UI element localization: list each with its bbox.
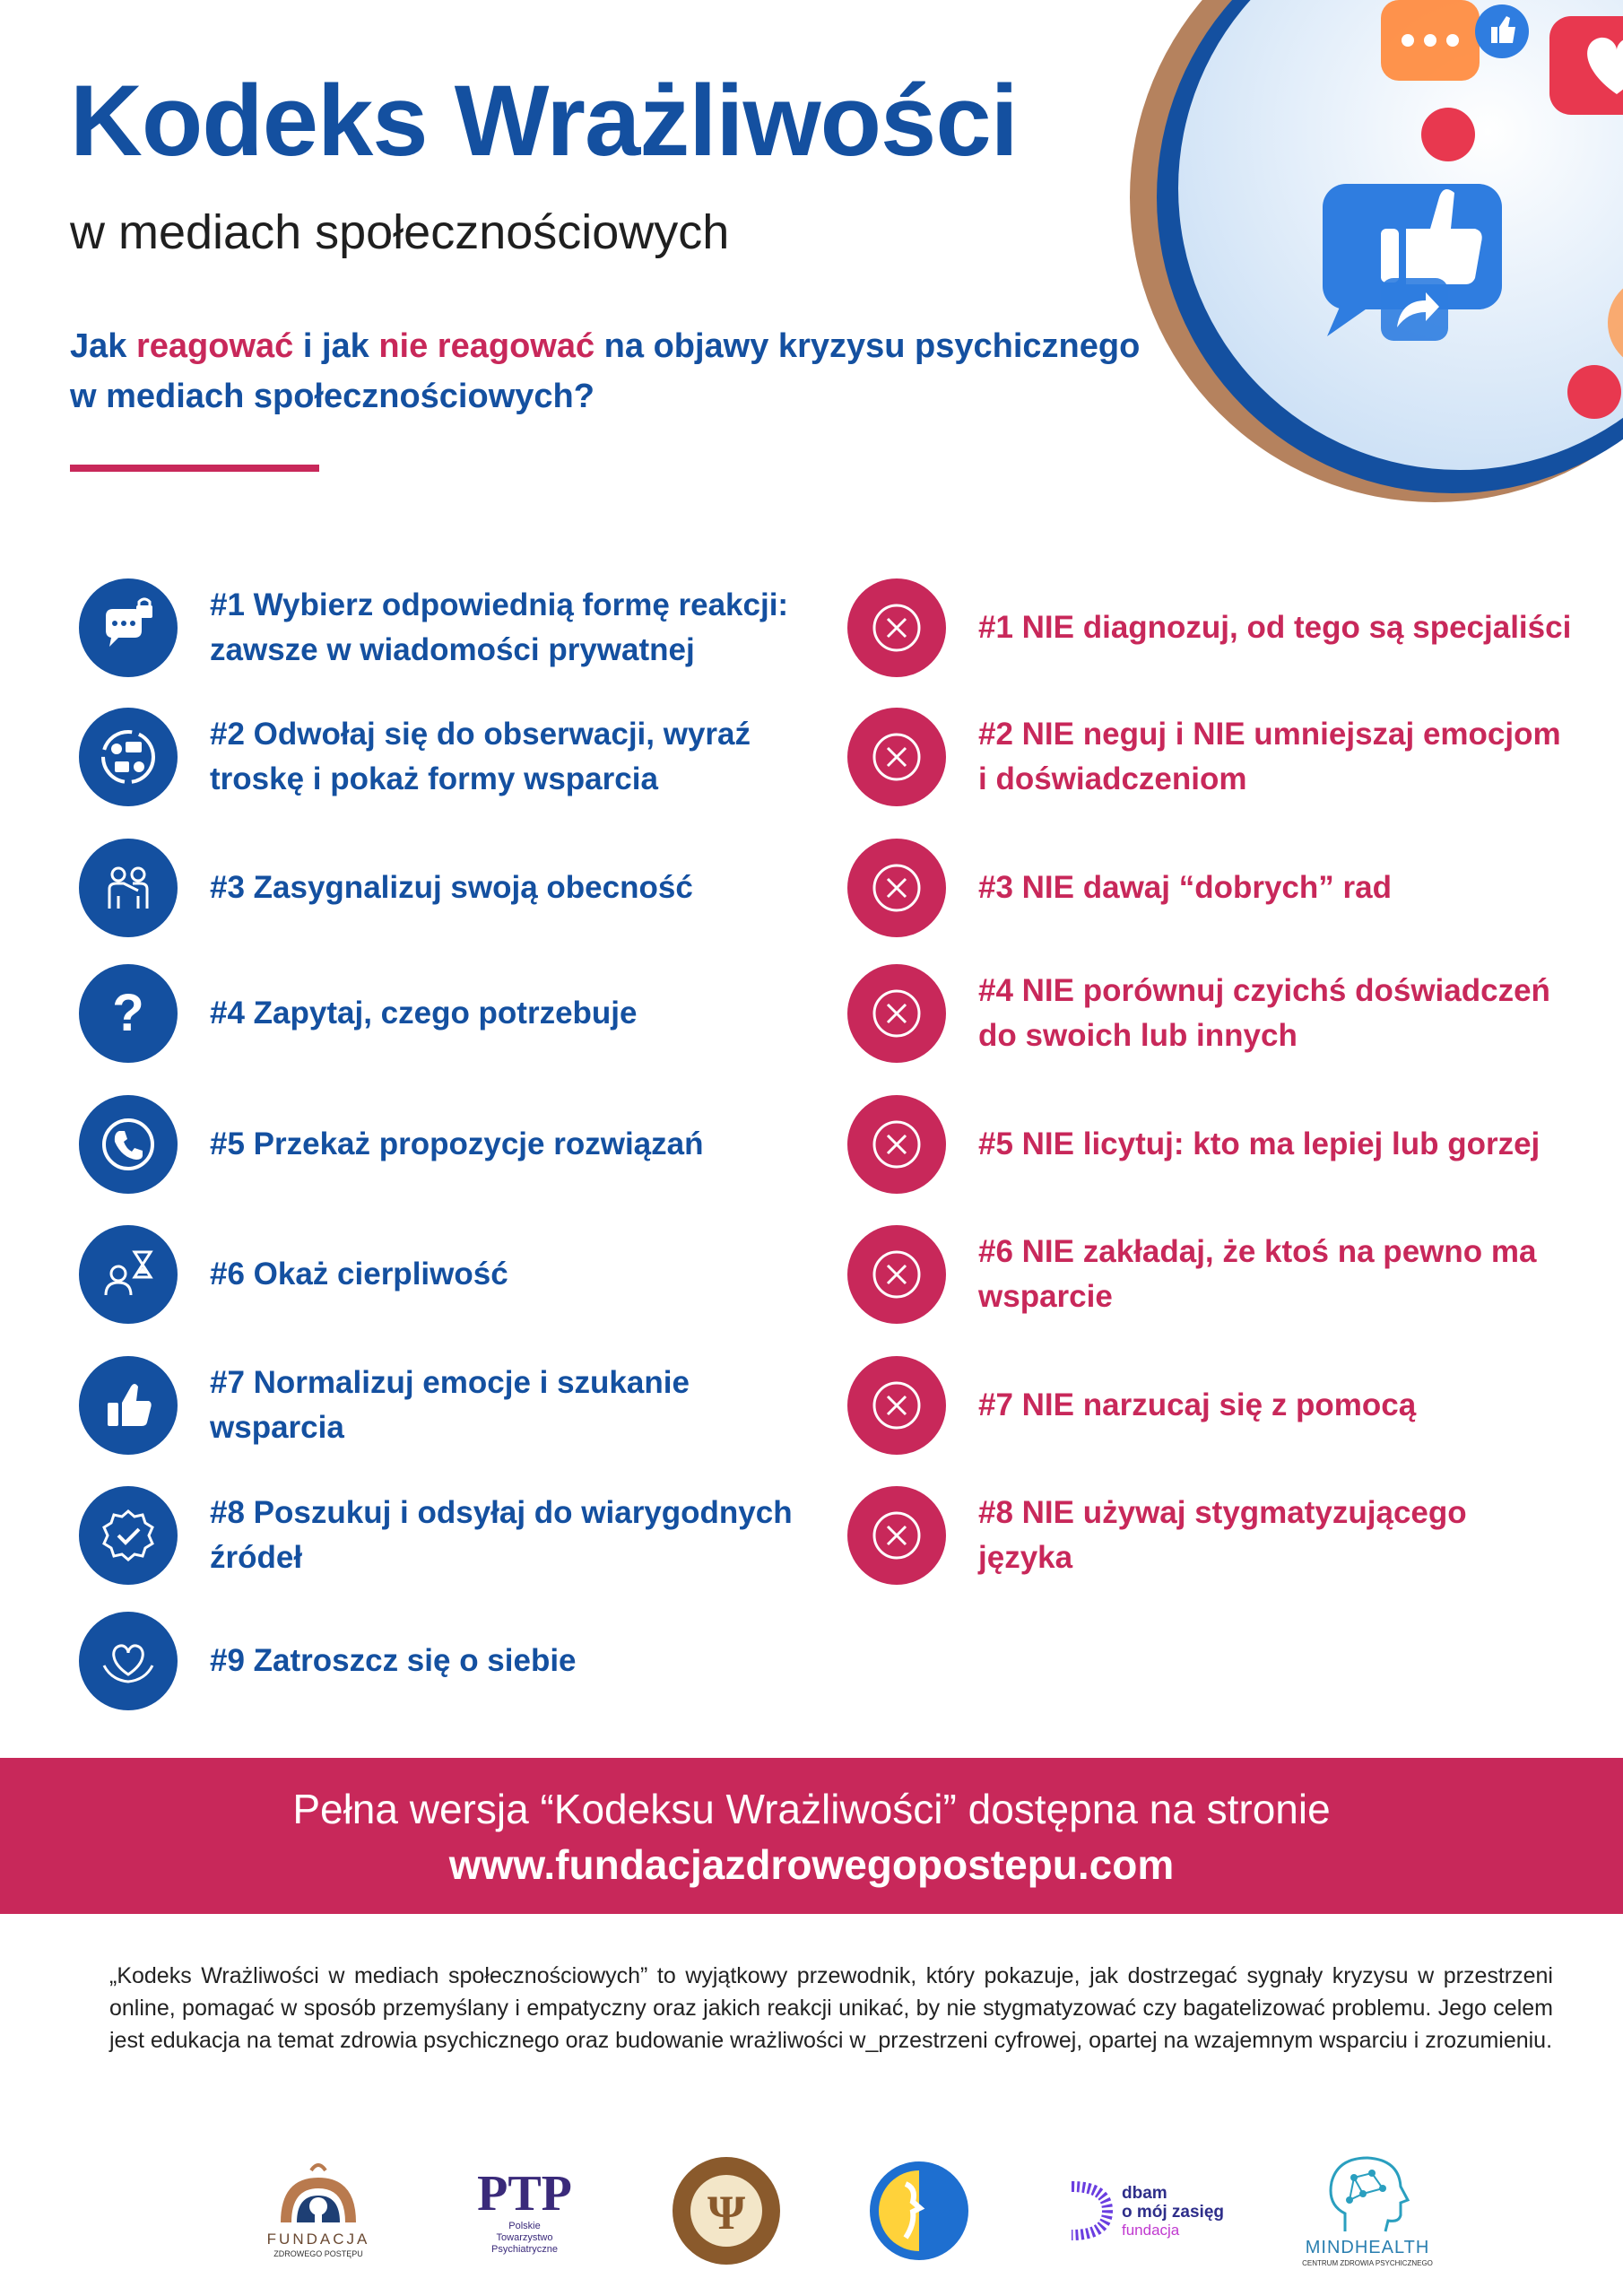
ptp-seal-icon bbox=[668, 2152, 785, 2269]
dont-item-text: #7 NIE narzucaj się z pomocą bbox=[978, 1387, 1417, 1422]
do-item-text: #5 Przekaż propozycje rozwiązań bbox=[210, 1126, 704, 1161]
small-heart-icon bbox=[1567, 365, 1621, 419]
question-text: i jak bbox=[293, 327, 379, 365]
dont-item-text: #1 NIE diagnozuj, od tego są specjaliści bbox=[978, 610, 1572, 645]
phone-icon bbox=[79, 1095, 178, 1194]
do-item-text: #8 Poszukuj i odsyłaj do wiarygodnych źródeł bbox=[210, 1495, 793, 1575]
share-icon bbox=[1381, 278, 1448, 341]
question-text: Jak bbox=[70, 327, 136, 365]
dont-item-text: #5 NIE licytuj: kto ma lepiej lub gorzej bbox=[978, 1126, 1541, 1161]
do-item bbox=[79, 1095, 703, 1194]
cross-circle-icon bbox=[847, 839, 946, 937]
full-version-banner bbox=[0, 1758, 1623, 1914]
do-item-text: #9 Zatroszcz się o siebie bbox=[210, 1643, 577, 1678]
self-care-heart-icon bbox=[79, 1612, 178, 1710]
verified-badge-icon bbox=[79, 1486, 178, 1585]
orange-chat-icon bbox=[1381, 0, 1480, 81]
fundacja-zdrowego-postepu-logo: FUNDACJA ZDROWEGO POSTĘPU bbox=[260, 2144, 377, 2278]
website-link[interactable]: www.fundacjazdrowegopostepu.com bbox=[448, 1841, 1175, 1888]
dont-item bbox=[847, 839, 1392, 937]
dont-item bbox=[847, 1225, 1536, 1324]
instytut-praw-pacjenta-logo bbox=[856, 2144, 982, 2278]
do-item bbox=[79, 578, 788, 677]
do-item bbox=[79, 708, 751, 806]
question-text-line2: w mediach społecznościowych? bbox=[70, 378, 595, 415]
dont-item bbox=[847, 1356, 1416, 1455]
cross-circle-icon bbox=[847, 1095, 946, 1194]
polskie-towarzystwo-psychologiczne-logo bbox=[668, 2144, 785, 2278]
svg-text:?: ? bbox=[112, 984, 144, 1042]
thumbs-up-icon bbox=[79, 1356, 178, 1455]
do-item-text: #1 Wybierz odpowiednią formę reakcji: zawsze w wiadomości prywatnej bbox=[210, 587, 789, 667]
polskie-towarzystwo-psychiatryczne-logo: PTP Polskie Towarzystwo Psychiatryczne bbox=[477, 2165, 572, 2255]
dbam-arc-icon bbox=[1063, 2179, 1116, 2242]
dont-item bbox=[847, 708, 1561, 806]
question-highlight-not-react: nie reagować bbox=[378, 327, 595, 365]
dont-item-text: #4 NIE porównuj czyichś doświadczeń do swoich lub innych bbox=[978, 973, 1550, 1053]
dont-item-text: #3 NIE dawaj “dobrych” rad bbox=[978, 870, 1392, 905]
cross-circle-icon bbox=[847, 1486, 946, 1585]
dont-item-text: #6 NIE zakładaj, że ktoś na pewno ma wsparcie bbox=[978, 1234, 1537, 1314]
dont-item bbox=[847, 578, 1571, 677]
question-mark-icon bbox=[79, 964, 178, 1063]
mindhealth-head-network-icon bbox=[1318, 2151, 1417, 2240]
banner-text: Pełna wersja “Kodeksu Wrażliwości” dostępna na stronie bbox=[292, 1786, 1331, 1832]
support-people-icon bbox=[79, 839, 178, 937]
do-item-text: #3 Zasygnalizuj swoją obecność bbox=[210, 870, 693, 905]
cross-circle-icon bbox=[847, 1225, 946, 1324]
do-item bbox=[79, 839, 693, 937]
do-item bbox=[79, 964, 638, 1063]
description-paragraph: „Kodeks Wrażliwości w mediach społecznościowych” to wyjątkowy przewodnik, który pokazuje, jak dostrzegać sygnały kryzysu w przestrzeni online, pomagać w sposób przemyślany i empatyczny oraz jakich reakcji unikać, by nie stygmatyzować czy bagatelizować problemu. Jego celem jest edukacja na temat zdrowia psychicznego oraz budowanie wrażliwości w_przestrzeni cyfrowej, opartej na wzajemnym wsparciu i zrozumieniu. bbox=[109, 1963, 1553, 2053]
do-item bbox=[79, 1612, 577, 1710]
dont-item bbox=[847, 1486, 1467, 1585]
hourglass-person-icon bbox=[79, 1225, 178, 1324]
observation-exchange-icon bbox=[79, 708, 178, 806]
do-item bbox=[79, 1486, 793, 1585]
cross-circle-icon bbox=[847, 1356, 946, 1455]
page-title: Kodeks Wrażliwości bbox=[70, 65, 1018, 177]
do-item-text: #4 Zapytaj, czego potrzebuje bbox=[210, 996, 638, 1031]
page-subtitle: w mediach społecznościowych bbox=[70, 205, 730, 259]
mindhealth-logo: MINDHEALTH CENTRUM ZDROWIA PSYCHICZNEGO bbox=[1291, 2144, 1444, 2278]
partner-logos bbox=[0, 2144, 1623, 2278]
svg-text:Ψ: Ψ bbox=[707, 2186, 746, 2239]
intro-question bbox=[70, 321, 1191, 422]
cross-circle-icon bbox=[847, 964, 946, 1063]
cross-circle-icon bbox=[847, 578, 946, 677]
fundacja-emblem-icon bbox=[273, 2160, 363, 2231]
social-media-illustration bbox=[1121, 0, 1623, 511]
dont-item-text: #2 NIE neguj i NIE umniejszaj emocjom i doświadczeniom bbox=[978, 717, 1561, 796]
cross-circle-icon bbox=[847, 708, 946, 806]
chat-lock-icon bbox=[79, 578, 178, 677]
do-item bbox=[79, 1356, 690, 1455]
do-item bbox=[79, 1225, 508, 1324]
question-text: na objawy kryzysu psychicznego bbox=[595, 327, 1141, 365]
do-item-text: #6 Okaż cierpliwość bbox=[210, 1257, 508, 1292]
do-item-text: #2 Odwołaj się do obserwacji, wyraź troskę i pokaż formy wsparcia bbox=[210, 717, 751, 796]
dont-item bbox=[847, 1095, 1540, 1194]
small-like-icon bbox=[1475, 4, 1529, 58]
dbam-o-moj-zasieg-logo: dbam o mój zasięg fundacja bbox=[1058, 2144, 1228, 2278]
do-item-text: #7 Normalizuj emocje i szukanie wsparcia bbox=[210, 1365, 690, 1445]
instytut-faces-icon bbox=[861, 2152, 977, 2269]
question-highlight-react: reagować bbox=[135, 327, 294, 365]
title-underline bbox=[70, 465, 319, 472]
dont-item bbox=[847, 964, 1550, 1063]
small-heart-icon bbox=[1421, 108, 1475, 161]
dont-item-text: #8 NIE używaj stygmatyzującego języka bbox=[978, 1495, 1467, 1575]
